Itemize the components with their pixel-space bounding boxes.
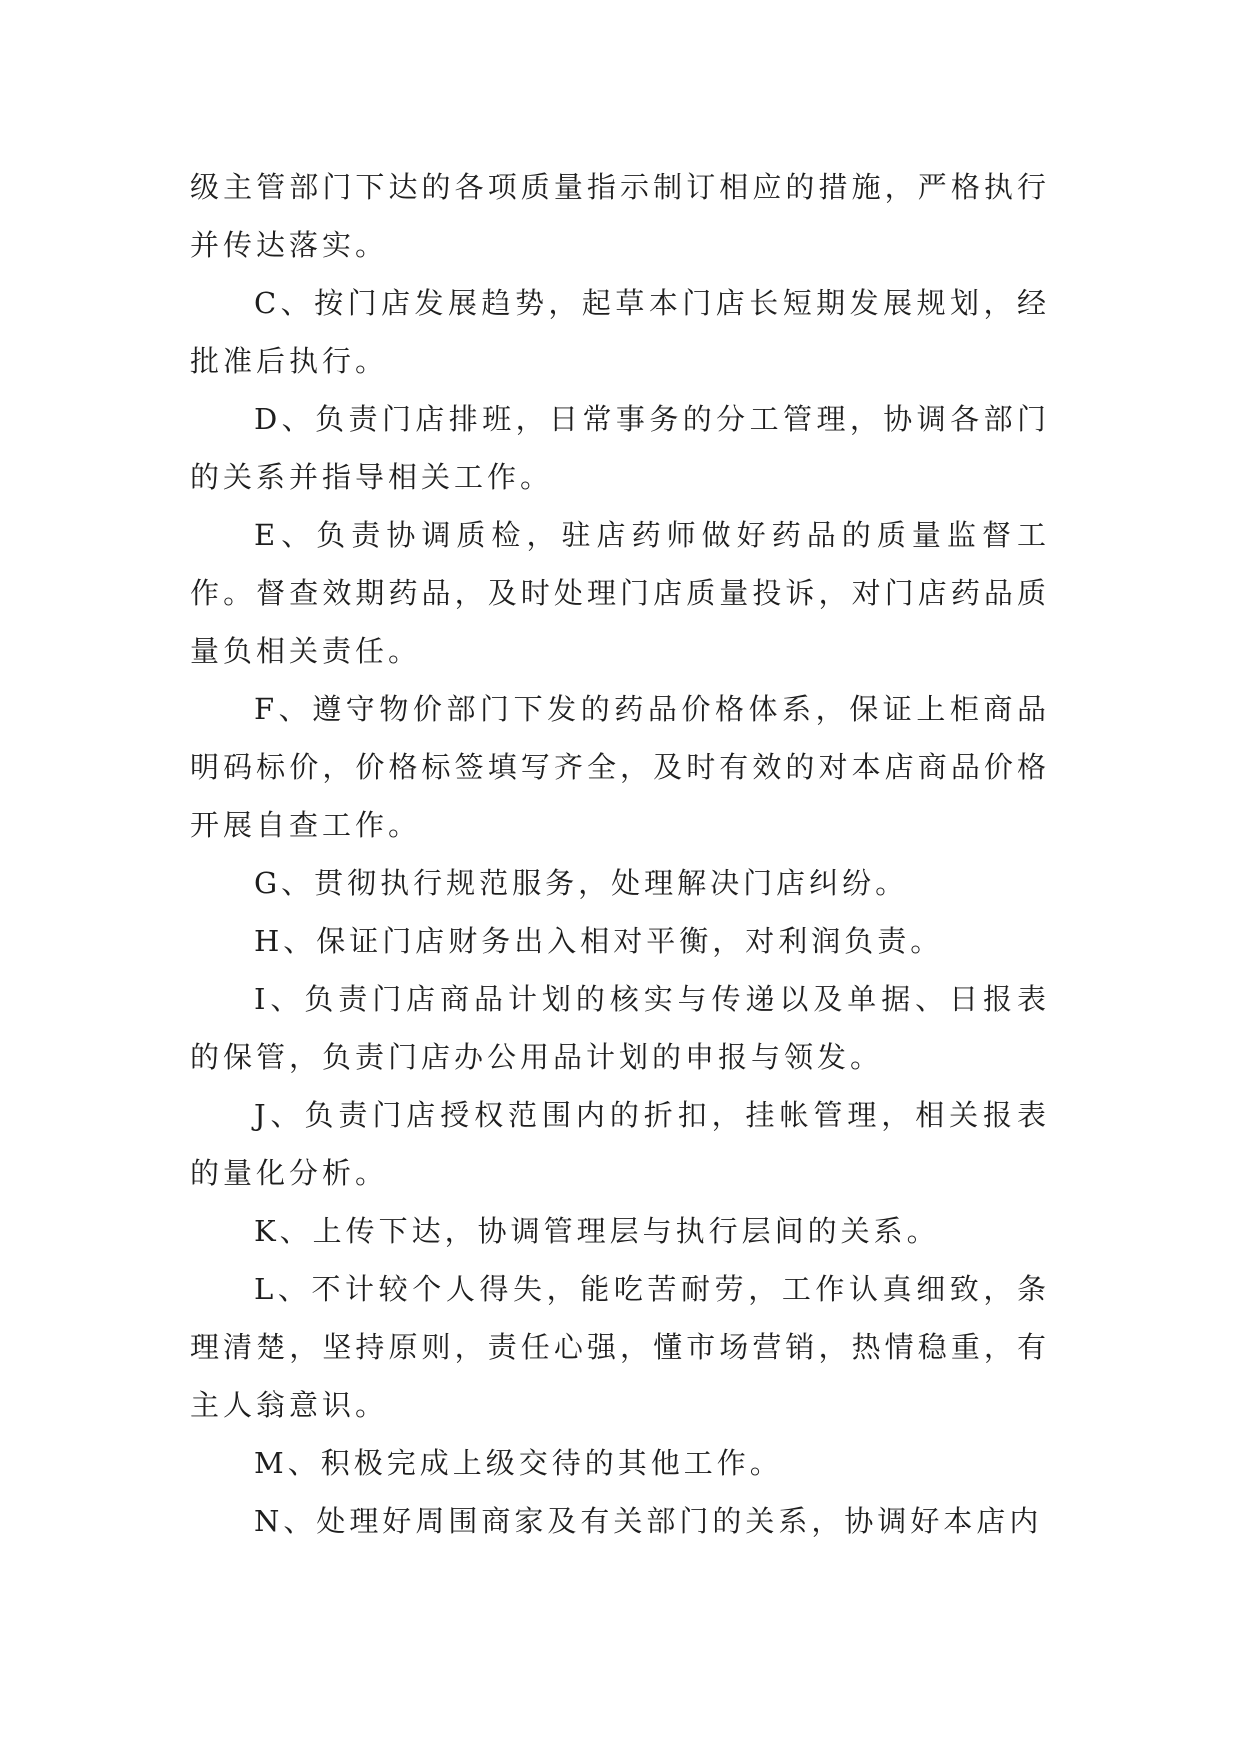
paragraph-i: I、负责门店商品计划的核实与传递以及单据、日报表的保管，负责门店办公用品计划的申报与领发。: [190, 982, 1050, 1074]
paragraph-k: K、上传下达，协调管理层与执行层间的关系。: [254, 1214, 940, 1248]
paragraph-j: J、负责门店授权范围内的折扣，挂帐管理，相关报表的量化分析。: [190, 1098, 1050, 1190]
paragraph-h: H、保证门店财务出入相对平衡，对利润负责。: [254, 924, 944, 958]
paragraph-d: D、负责门店排班，日常事务的分工管理，协调各部门的关系并指导相关工作。: [190, 402, 1050, 494]
paragraph-e: E、负责协调质检，驻店药师做好药品的质量监督工作。督查效期药品，及时处理门店质量投诉，对门店药品质量负相关责任。: [190, 518, 1050, 668]
document-body: [190, 158, 1050, 1550]
paragraph-n: N、处理好周围商家及有关部门的关系，协调好本店内: [254, 1504, 1043, 1538]
paragraph-m: M、积极完成上级交待的其他工作。: [254, 1446, 783, 1480]
paragraph-g: G、贯彻执行规范服务，处理解决门店纠纷。: [254, 866, 909, 900]
paragraph-continued: 级主管部门下达的各项质量指示制订相应的措施，严格执行并传达落实。: [190, 170, 1050, 262]
paragraph-l: L、不计较个人得失，能吃苦耐劳，工作认真细致，条理清楚，坚持原则，责任心强，懂市场营销，热情稳重，有主人翁意识。: [190, 1272, 1050, 1422]
paragraph-c: C、按门店发展趋势，起草本门店长短期发展规划，经批准后执行。: [190, 286, 1050, 378]
paragraph-f: F、遵守物价部门下发的药品价格体系，保证上柜商品明码标价，价格标签填写齐全，及时有效的对本店商品价格开展自查工作。: [190, 692, 1050, 842]
